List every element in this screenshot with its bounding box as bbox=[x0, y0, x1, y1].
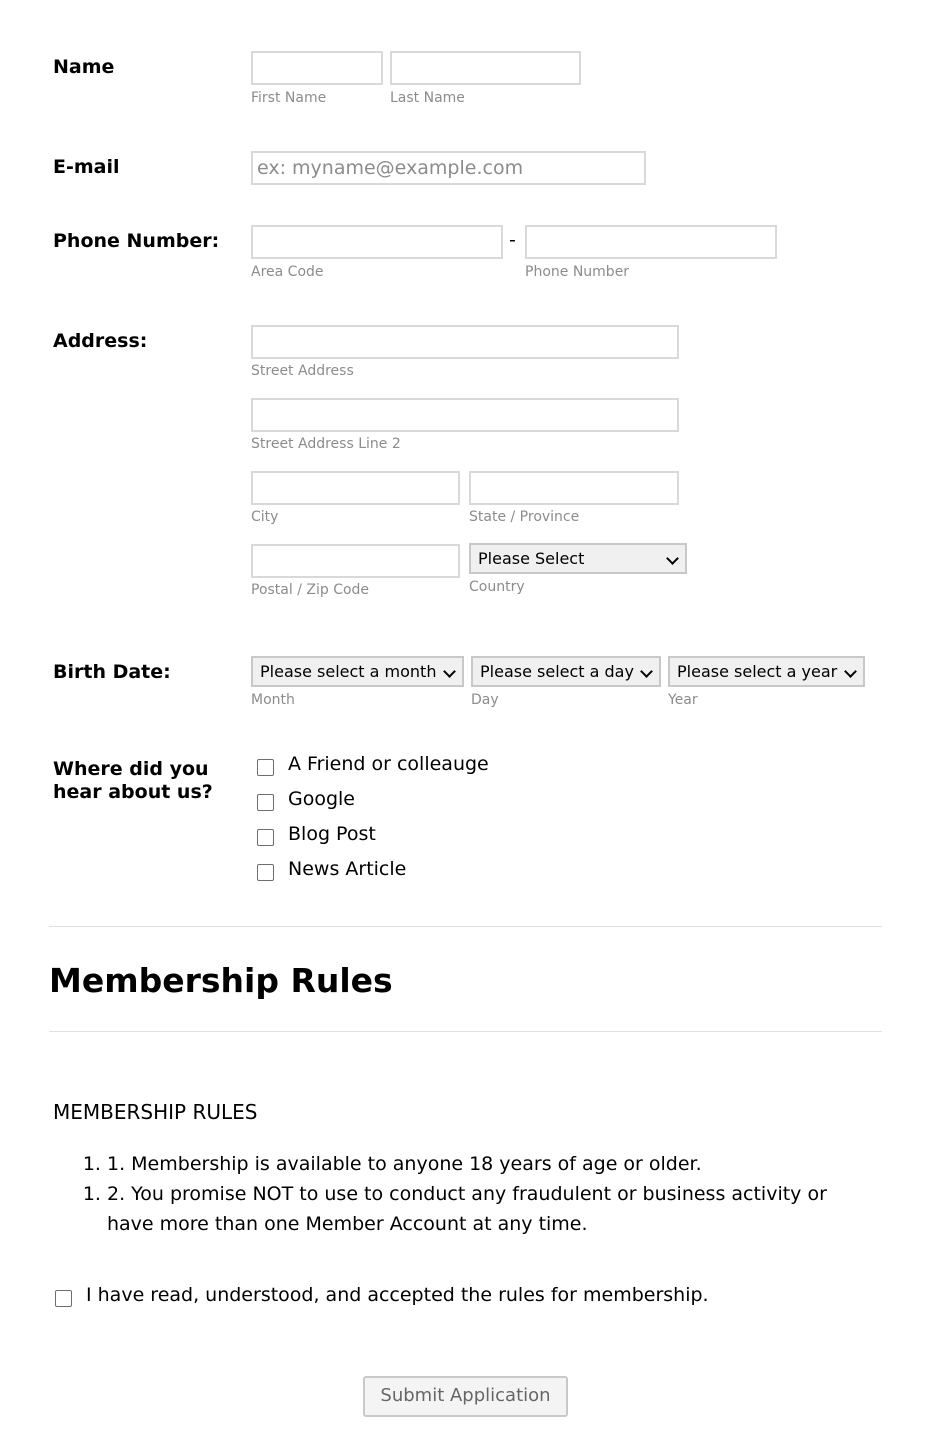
accept-rules-checkbox[interactable] bbox=[55, 1290, 72, 1307]
city-caption: City bbox=[251, 509, 279, 525]
referral-option-friend: A Friend or colleauge bbox=[288, 753, 489, 775]
chevron-down-icon bbox=[841, 658, 863, 685]
phone-label: Phone Number: bbox=[53, 230, 220, 252]
membership-rule-2: 1. 2. You promise NOT to use to conduct any fraudulent or business activity or have more than one Member Account at any time. bbox=[107, 1179, 853, 1239]
state-caption: State / Province bbox=[469, 509, 580, 525]
last-name-caption: Last Name bbox=[390, 90, 465, 106]
birth-day-value: Please select a day bbox=[480, 662, 634, 681]
last-name-input[interactable] bbox=[390, 51, 581, 85]
accept-rules-label: I have read, understood, and accepted the rules for membership. bbox=[86, 1284, 709, 1306]
referral-option-google: Google bbox=[288, 788, 356, 810]
street-address-line2-input[interactable] bbox=[251, 398, 679, 432]
membership-rules-list bbox=[53, 1149, 853, 1239]
street-address-caption: Street Address bbox=[251, 363, 354, 379]
postal-code-input[interactable] bbox=[251, 544, 460, 578]
referral-label-line1: Where did you bbox=[53, 758, 209, 780]
chevron-down-icon bbox=[663, 545, 685, 572]
phone-number-input[interactable] bbox=[525, 225, 777, 259]
day-caption: Day bbox=[471, 692, 499, 708]
birth-month-select[interactable] bbox=[251, 656, 464, 687]
membership-rule-1: 1. 1. Membership is available to anyone 18 years of age or older. bbox=[107, 1149, 853, 1179]
month-caption: Month bbox=[251, 692, 295, 708]
submit-application-button[interactable]: Submit Application bbox=[363, 1376, 568, 1417]
referral-checkbox-google[interactable] bbox=[257, 794, 274, 811]
birth-day-select[interactable] bbox=[471, 656, 661, 687]
referral-checkbox-friend[interactable] bbox=[257, 759, 274, 776]
membership-subheading: MEMBERSHIP RULES bbox=[53, 1100, 258, 1124]
referral-option-blog: Blog Post bbox=[288, 823, 376, 845]
country-select[interactable] bbox=[469, 543, 687, 574]
country-caption: Country bbox=[469, 579, 525, 595]
chevron-down-icon bbox=[440, 658, 462, 685]
section-divider-top bbox=[49, 926, 882, 927]
birth-date-label: Birth Date: bbox=[53, 661, 171, 683]
referral-checkbox-news[interactable] bbox=[257, 864, 274, 881]
section-divider-bottom bbox=[49, 1031, 882, 1032]
first-name-caption: First Name bbox=[251, 90, 327, 106]
membership-heading: Membership Rules bbox=[49, 961, 393, 1000]
referral-label-line2: hear about us? bbox=[53, 781, 213, 803]
state-input[interactable] bbox=[469, 471, 679, 505]
year-caption: Year bbox=[668, 692, 698, 708]
area-code-caption: Area Code bbox=[251, 264, 324, 280]
postal-code-caption: Postal / Zip Code bbox=[251, 582, 370, 598]
chevron-down-icon bbox=[637, 658, 659, 685]
phone-separator: - bbox=[509, 229, 516, 251]
birth-year-select[interactable] bbox=[668, 656, 865, 687]
street-address-input[interactable] bbox=[251, 325, 679, 359]
email-input[interactable] bbox=[251, 151, 646, 185]
first-name-input[interactable] bbox=[251, 51, 383, 85]
country-select-value: Please Select bbox=[478, 549, 585, 568]
email-label: E-mail bbox=[53, 156, 120, 178]
name-label: Name bbox=[53, 56, 115, 78]
street-address-line2-caption: Street Address Line 2 bbox=[251, 436, 401, 452]
referral-option-news: News Article bbox=[288, 858, 407, 880]
city-input[interactable] bbox=[251, 471, 460, 505]
birth-month-value: Please select a month bbox=[260, 662, 437, 681]
address-label: Address: bbox=[53, 330, 148, 352]
referral-label bbox=[53, 758, 213, 804]
phone-number-caption: Phone Number bbox=[525, 264, 630, 280]
referral-checkbox-blog[interactable] bbox=[257, 829, 274, 846]
area-code-input[interactable] bbox=[251, 225, 503, 259]
birth-year-value: Please select a year bbox=[677, 662, 838, 681]
